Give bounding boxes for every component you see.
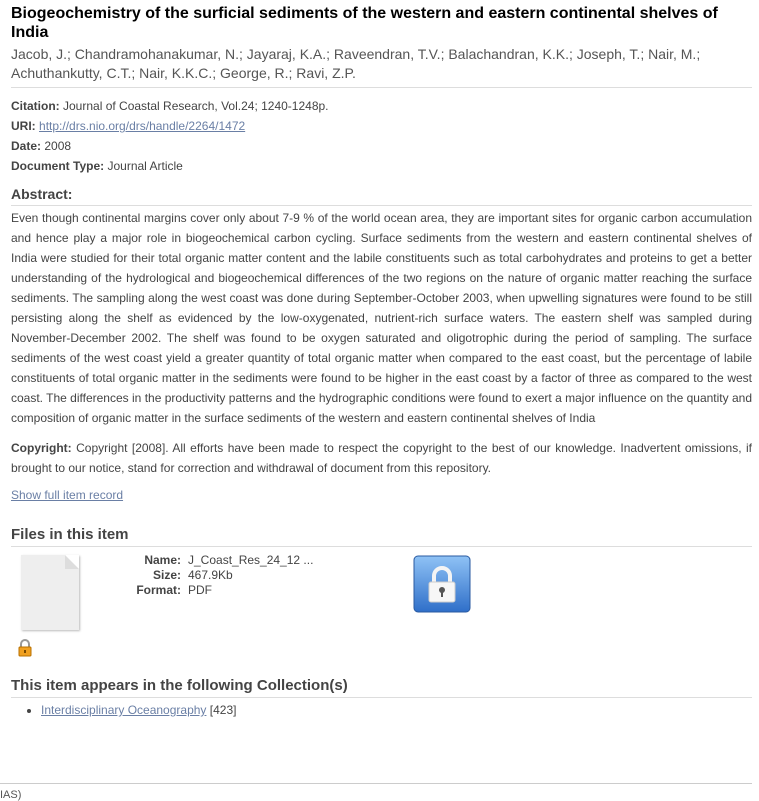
- abstract-divider: [11, 205, 752, 206]
- copyright-field: [11, 438, 752, 478]
- collection-count: [423]: [209, 703, 237, 717]
- file-size-row: [131, 568, 313, 583]
- lock-icon: [17, 639, 33, 660]
- files-heading: Files in this item: [11, 526, 129, 543]
- file-format-value: PDF: [188, 583, 212, 597]
- uri-field: [11, 116, 752, 136]
- uri-link[interactable]: http://drs.nio.org/drs/handle/2264/1472: [39, 119, 246, 133]
- footer-divider: [0, 783, 752, 784]
- title-divider: [11, 87, 752, 88]
- file-name-row: [131, 553, 313, 568]
- doctype-field: [11, 156, 752, 176]
- copyright-text: Copyright [2008]. All efforts have been made to respect the copyright to the best of our knowledge. Inadvertent omissions, if brought to our notice, stand for correction and withdrawal of document from this repository.: [11, 441, 752, 475]
- citation-label: Citation:: [11, 99, 60, 113]
- file-format-row: [131, 583, 313, 598]
- collections-list: [11, 702, 752, 718]
- item-authors: Jacob, J.; Chandramohanakumar, N.; Jayaraj, K.A.; Raveendran, T.V.; Balachandran, K.K.; Joseph, T.; Nair, M.; Achuthankutty, C.T.; Nair, K.K.C.; George, R.; Ravi, Z.P.: [11, 46, 701, 81]
- copyright-label: Copyright:: [11, 441, 72, 455]
- page-fold-icon: [65, 555, 79, 569]
- uri-label: URI:: [11, 119, 36, 133]
- collection-link[interactable]: Interdisciplinary Oceanography: [41, 703, 207, 717]
- padlock-icon[interactable]: [413, 555, 471, 613]
- date-label: Date:: [11, 139, 42, 153]
- date-value: 2008: [44, 139, 72, 153]
- abstract-heading: Abstract:: [11, 186, 73, 202]
- abstract-text: Even though continental margins cover only about 7-9 % of the world ocean area, they are important sites for organic carbon accumulation and hence play a major role in biogeochemical carbon cycling. Surface sediments from the western and eastern continental shelves of India were studied for their total organic matter content and the labile constituents such as total carbohydrates and proteins to get a better understanding of the hydrological and biogeochemical differences of the two regions on the nature of organic matter reaching the surface sediments. The sampling along the west coast was done during September-October 2003, when upwelling signatures were found to be still persisting along the shelf as evidenced by the low-oxygenated, nutrient-rich surface waters. The eastern shelf was sampled during November-December 2002. The shelf was found to be oxygen saturated and oligotrophic during the period of sampling. The surface sediments of the west coast yield a greater quantity of total organic matter when compared to the east coast, but the percentage of labile constituents of total organic matter in the sediments were found to be higher in the east coast by a factor of three as compared to the west coast. The differences in the productivity patterns and the hydrographic conditions were found to exert a major influence on the quantity and composition of organic matter in the surface sediments of the western and eastern continental shelves of India: [11, 211, 752, 425]
- list-item: [41, 702, 752, 718]
- show-full-record-link[interactable]: Show full item record: [11, 488, 124, 502]
- file-metadata: [131, 553, 313, 598]
- file-entry: [11, 547, 752, 665]
- collections-heading: This item appears in the following Collection(s): [11, 677, 348, 694]
- citation-field: [11, 96, 752, 116]
- file-thumbnail[interactable]: [21, 555, 79, 630]
- item-view: [11, 0, 752, 718]
- metadata-list: [11, 96, 752, 176]
- item-title: Biogeochemistry of the surficial sediments of the western and eastern continental shelves of India: [11, 5, 718, 41]
- collections-divider: [11, 697, 752, 698]
- date-field: [11, 136, 752, 156]
- file-format-label: Format:: [136, 583, 181, 597]
- file-size-value: 467.9Kb: [188, 568, 233, 582]
- citation-value: Journal of Coastal Research, Vol.24; 1240-1248p.: [63, 99, 329, 113]
- file-name-label: Name:: [144, 553, 181, 567]
- doctype-value: Journal Article: [107, 159, 183, 173]
- doctype-label: Document Type:: [11, 159, 105, 173]
- file-size-label: Size:: [152, 568, 181, 582]
- file-name-value: J_Coast_Res_24_12 ...: [188, 553, 314, 567]
- footer-text: IAS): [0, 789, 22, 801]
